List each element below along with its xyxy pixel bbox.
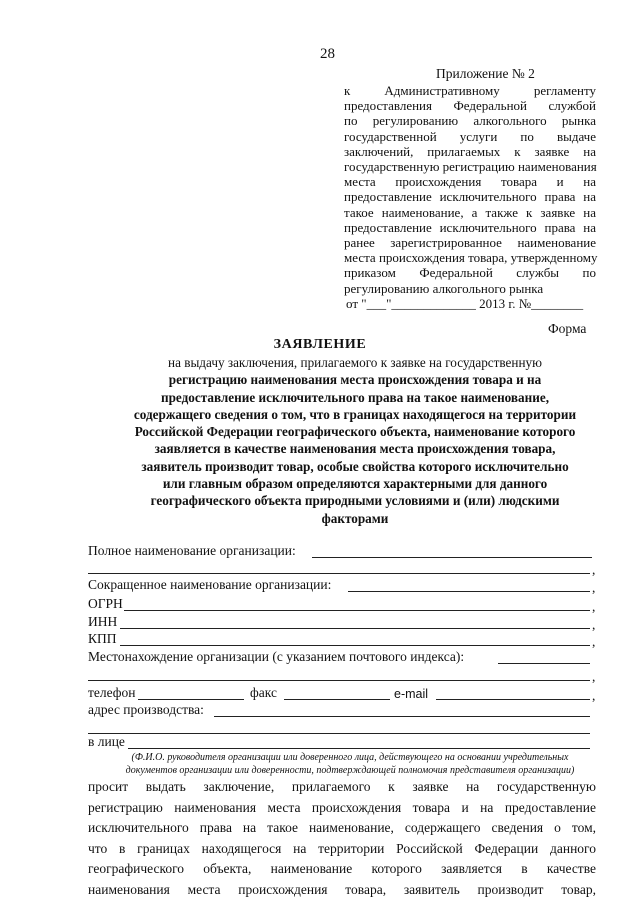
body-line: географического объекта, наименование которого заявляется в качестве [88, 861, 596, 876]
subtitle-line: на выдачу заключения, прилагаемого к заявке на государственную [168, 355, 542, 370]
phone-input[interactable] [138, 699, 244, 700]
appendix-line: по регулированию алкогольного рынка [344, 113, 596, 129]
body-line: просит выдать заключение, прилагаемого к заявке на государственную [88, 779, 596, 794]
page-number: 28 [320, 46, 335, 62]
appendix-line: к Административному регламенту [344, 83, 596, 98]
person-note [90, 751, 610, 777]
location-label: Местонахождение организации (с указанием почтового индекса): [88, 649, 465, 664]
in-person-label: в лице [88, 734, 125, 749]
subtitle-line: регистрацию наименования места происхождения товара и на [168, 372, 542, 388]
body-line: наименования места происхождения товара, заявитель производит товар, [88, 881, 596, 897]
subtitle-line: или главным образом определяются характерными для данного [162, 476, 548, 492]
subtitle-line: факторами [321, 510, 389, 526]
person-note-line: документов организации или доверенности, подтверждающей полномочия представителя организации) [125, 765, 575, 776]
document-heading: ЗАЯВЛЕНИЕ [273, 337, 367, 352]
production-address-continuation-input[interactable] [88, 733, 590, 734]
email-label: e-mail [394, 687, 429, 701]
full-name-label: Полное наименование организации: [88, 543, 296, 558]
appendix-date-line: от "___"_____________ 2013 г. №________ [346, 295, 584, 311]
location-input[interactable] [498, 663, 590, 664]
appendix-title: Приложение № 2 [436, 66, 535, 81]
location-continuation-input[interactable] [88, 680, 590, 681]
subtitle-line: содержащего сведения о том, что в границах находящегося на территории [133, 406, 577, 422]
inn-label: ИНН [88, 614, 118, 629]
inn-input[interactable] [120, 628, 590, 629]
subtitle-line: Российской Федерации географического объекта, наименование которого [134, 424, 576, 440]
fax-input[interactable] [284, 699, 390, 700]
appendix-line: такое наименование, а также к заявке на [344, 204, 596, 220]
appendix-line: государственной услуги по выдаче [344, 128, 596, 144]
appendix-line: места происхождения товара, утвержденному [344, 250, 598, 266]
person-note-line: (Ф.И.О. руководителя организации или доверенного лица, действующего на основании учредительных [131, 752, 569, 763]
production-address-label: адрес производства: [88, 702, 204, 717]
kpp-input[interactable] [120, 645, 590, 646]
appendix-line: предоставление исключительного права на [344, 219, 596, 235]
appendix-line: регулированию алкогольного рынка [344, 280, 544, 296]
body-line: исключительного права на такое наименование, содержащего сведения о том, [88, 820, 596, 835]
subtitle-line: предоставление исключительного права на такое наименование, [161, 389, 549, 405]
subtitle-line: географического объекта природными условиями и (или) людскими [150, 493, 560, 509]
in-person-input[interactable] [128, 748, 590, 749]
fax-label: факс [250, 685, 277, 700]
subtitle-line: заявляется в качестве наименования места происхождения товара, [154, 441, 556, 457]
full-name-input[interactable] [312, 557, 592, 558]
subtitle-line: заявитель производит товар, особые свойства которого исключительно [141, 458, 569, 474]
full-name-continuation-input[interactable] [88, 573, 590, 574]
body-line: что в границах находящегося на территории Российской Федерации данного [88, 840, 596, 856]
appendix-line: предоставление исключительного права на [344, 189, 596, 205]
appendix-line: предоставления Федеральной службой [344, 98, 596, 114]
appendix-text [344, 83, 596, 311]
appendix-line: приказом Федеральной службы по [344, 265, 596, 281]
short-name-label: Сокращенное наименование организации: [88, 577, 332, 592]
ogrn-input[interactable] [124, 610, 590, 611]
kpp-label: КПП [88, 631, 117, 646]
email-input[interactable] [436, 699, 590, 700]
production-address-input[interactable] [214, 716, 590, 717]
short-name-input[interactable] [348, 591, 590, 592]
form-label: Форма [548, 321, 587, 336]
appendix-line: ранее зарегистрированное наименование [344, 235, 596, 251]
appendix-line: заключений, прилагаемых к заявке на [344, 143, 596, 159]
appendix-line: места происхождения товара и на [344, 174, 596, 190]
request-body-text [88, 777, 596, 900]
ogrn-label: ОГРН [88, 596, 123, 611]
document-subtitle [110, 354, 600, 527]
body-line: регистрацию наименования места происхождения товара и на предоставление [88, 799, 596, 815]
phone-label: телефон [88, 685, 136, 700]
appendix-line: государственную регистрацию наименования [344, 159, 597, 175]
